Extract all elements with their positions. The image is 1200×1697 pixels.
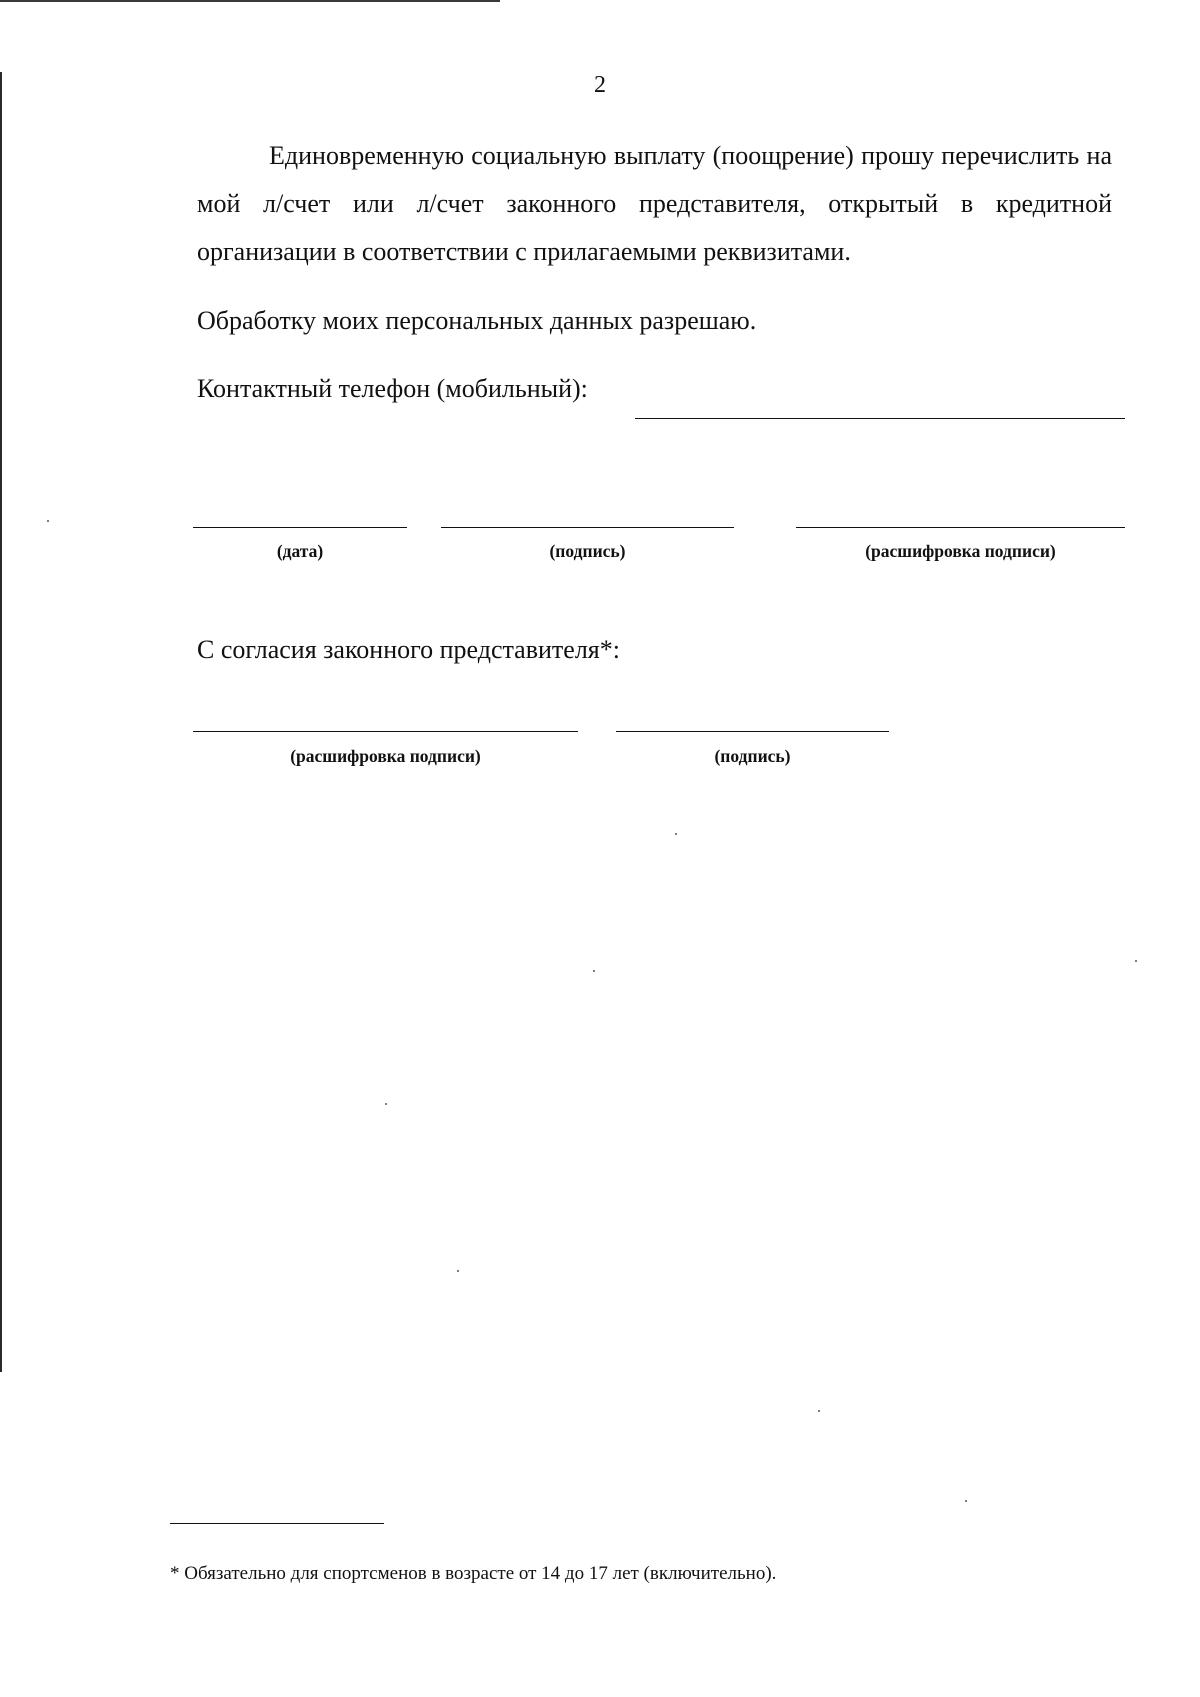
phone-label: Контактный телефон (мобильный):: [197, 374, 588, 403]
date-caption: (дата): [276, 541, 324, 561]
representative-decoding-line: [193, 731, 578, 732]
representative-signature-line: [616, 731, 889, 732]
page-number: 2: [594, 72, 606, 98]
footnote-separator: [170, 1523, 384, 1524]
scan-top-edge: [0, 0, 500, 2]
signature-line: [441, 527, 734, 528]
payment-request-paragraph: Единовременную социальную выплату (поощрение) прошу перечислить на мой л/счет или л/счет законного представителя, открытый в кредитной организации в соответствии с прилагаемыми реквизитами.: [197, 141, 1112, 266]
representative-decoding-caption: (расшифровка подписи): [290, 746, 481, 766]
personal-data-consent: Обработку моих персональных данных разрешаю.: [197, 306, 757, 335]
phone-field-line: [635, 418, 1125, 419]
decoding-caption: (расшифровка подписи): [865, 541, 1056, 561]
footnote: * Обязательно для спортсменов в возрасте от 14 до 17 лет (включительно).: [170, 1563, 777, 1584]
representative-label: С согласия законного представителя*:: [197, 635, 620, 664]
decoding-line: [796, 527, 1125, 528]
signature-caption: (подпись): [549, 541, 626, 561]
scan-left-edge: [0, 72, 2, 1372]
date-line: [193, 527, 407, 528]
representative-signature-caption: (подпись): [714, 746, 791, 766]
